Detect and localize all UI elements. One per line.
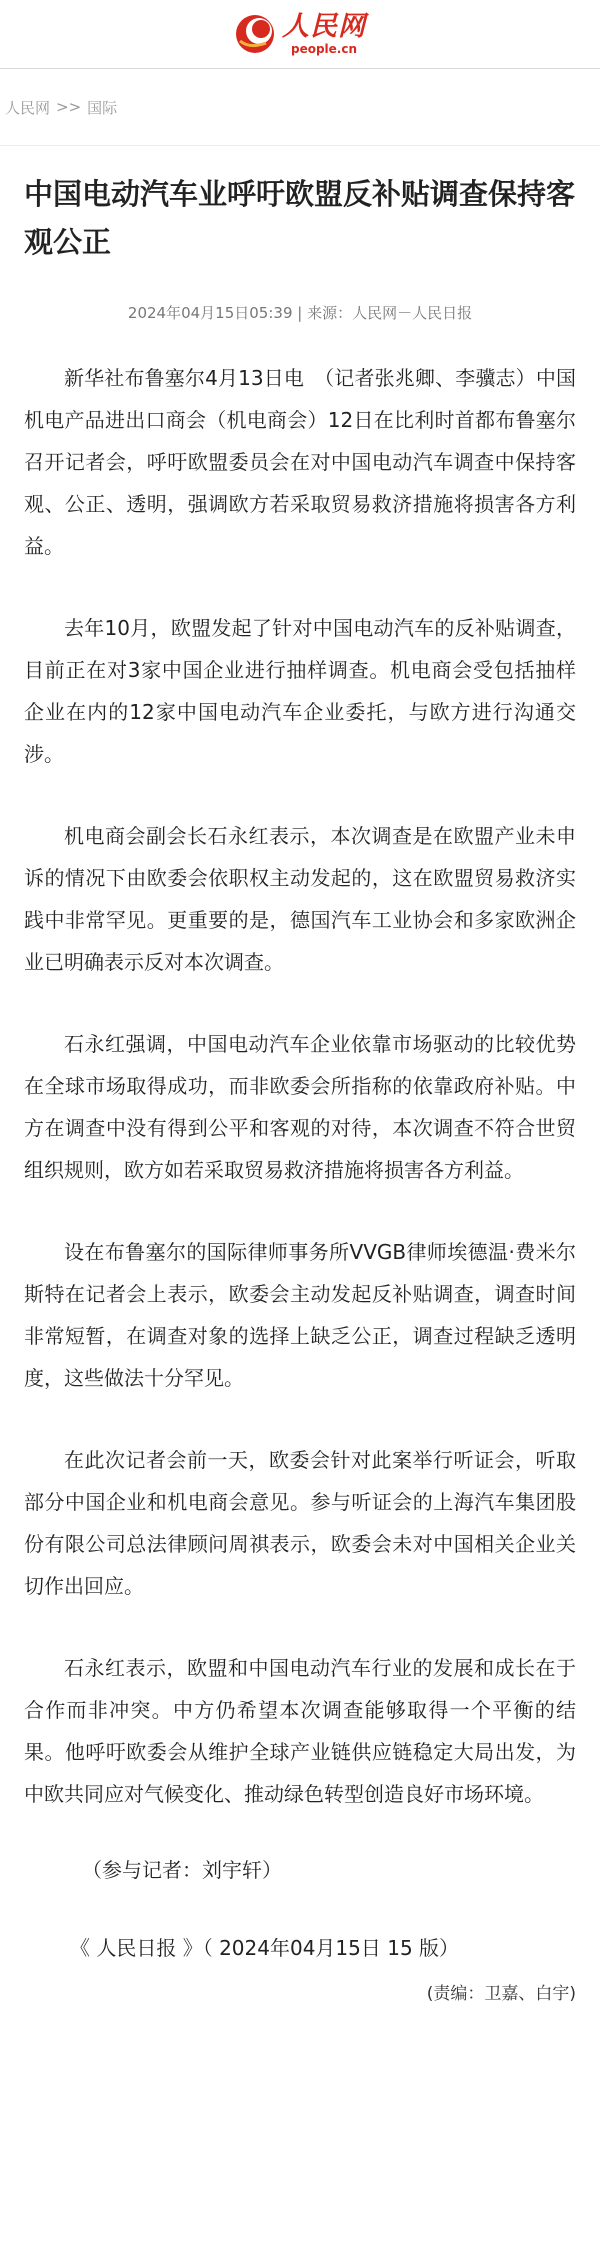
article-body <box>24 357 576 2004</box>
breadcrumb-home-link[interactable]: 人民网 <box>5 98 51 117</box>
article-paragraph: 在此次记者会前一天，欧委会针对此案举行听证会，听取部分中国企业和机电商会意见。参与听证会的上海汽车集团股份有限公司总法律顾问周祺表示，欧委会未对中国相关企业关切作出回应。 <box>24 1448 576 1598</box>
article-paragraph: 石永红表示，欧盟和中国电动汽车行业的发展和成长在于合作而非冲突。中方仍希望本次调查能够取得一个平衡的结果。他呼吁欧委会从维护全球产业链供应链稳定大局出发，为中欧共同应对气候变化、推动绿色转型创造良好市场环境。 <box>24 1656 576 1806</box>
article-paragraph: 去年10月，欧盟发起了针对中国电动汽车的反补贴调查，目前正在对3家中国企业进行抽样调查。机电商会受包括抽样企业在内的12家中国电动汽车企业委托，与欧方进行沟通交涉。 <box>24 616 576 766</box>
site-header <box>0 0 600 69</box>
article-paragraph: 设在布鲁塞尔的国际律师事务所VVGB律师埃德温·费米尔斯特在记者会上表示，欧委会主动发起反补贴调查，调查时间非常短暂，在调查对象的选择上缺乏公正，调查过程缺乏透明度，这些做法十分罕见。 <box>24 1240 576 1390</box>
article-paragraph: 石永红强调，中国电动汽车企业依靠市场驱动的比较优势在全球市场取得成功，而非欧委会所指称的依靠政府补贴。中方在调查中没有得到公平和客观的对待，本次调查不符合世贸组织规则，欧方如若采取贸易救济措施将损害各方利益。 <box>24 1032 576 1182</box>
breadcrumb-section-link[interactable]: 国际 <box>87 98 118 117</box>
print-source: 《 人民日报 》（ 2024年04月15日 15 版） <box>70 1936 460 1960</box>
article-paragraph: 机电商会副会长石永红表示，本次调查是在欧盟产业未申诉的情况下由欧委会依职权主动发起的，这在欧盟贸易救济实践中非常罕见。更重要的是，德国汽车工业协会和多家欧洲企业已明确表示反对本次调查。 <box>24 824 576 974</box>
contributing-reporter: （参与记者：刘宇轩） <box>82 1858 282 1882</box>
breadcrumb <box>0 69 600 146</box>
article-meta: 2024年04月15日05:39 | 来源：人民网－人民日报 <box>127 304 473 322</box>
responsible-editor: (责编：卫嘉、白宇) <box>426 1984 576 2004</box>
logo-cn-text: 人民网 <box>282 11 366 42</box>
logo-en-text: people.cn <box>290 42 358 56</box>
article-paragraph: 新华社布鲁塞尔4月13日电 （记者张兆卿、李骥志）中国机电产品进出口商会（机电商会）12日在比利时首都布鲁塞尔召开记者会，呼吁欧盟委员会在对中国电动汽车调查中保持客观、公正、透明，强调欧方若采取贸易救济措施将损害各方利益。 <box>24 366 576 558</box>
article-title: 中国电动汽车业呼吁欧盟反补贴调查保持客观公正 <box>24 177 576 259</box>
people-daily-logo-icon <box>234 13 276 55</box>
site-logo[interactable] <box>234 12 366 56</box>
breadcrumb-separator: >> <box>56 98 82 116</box>
